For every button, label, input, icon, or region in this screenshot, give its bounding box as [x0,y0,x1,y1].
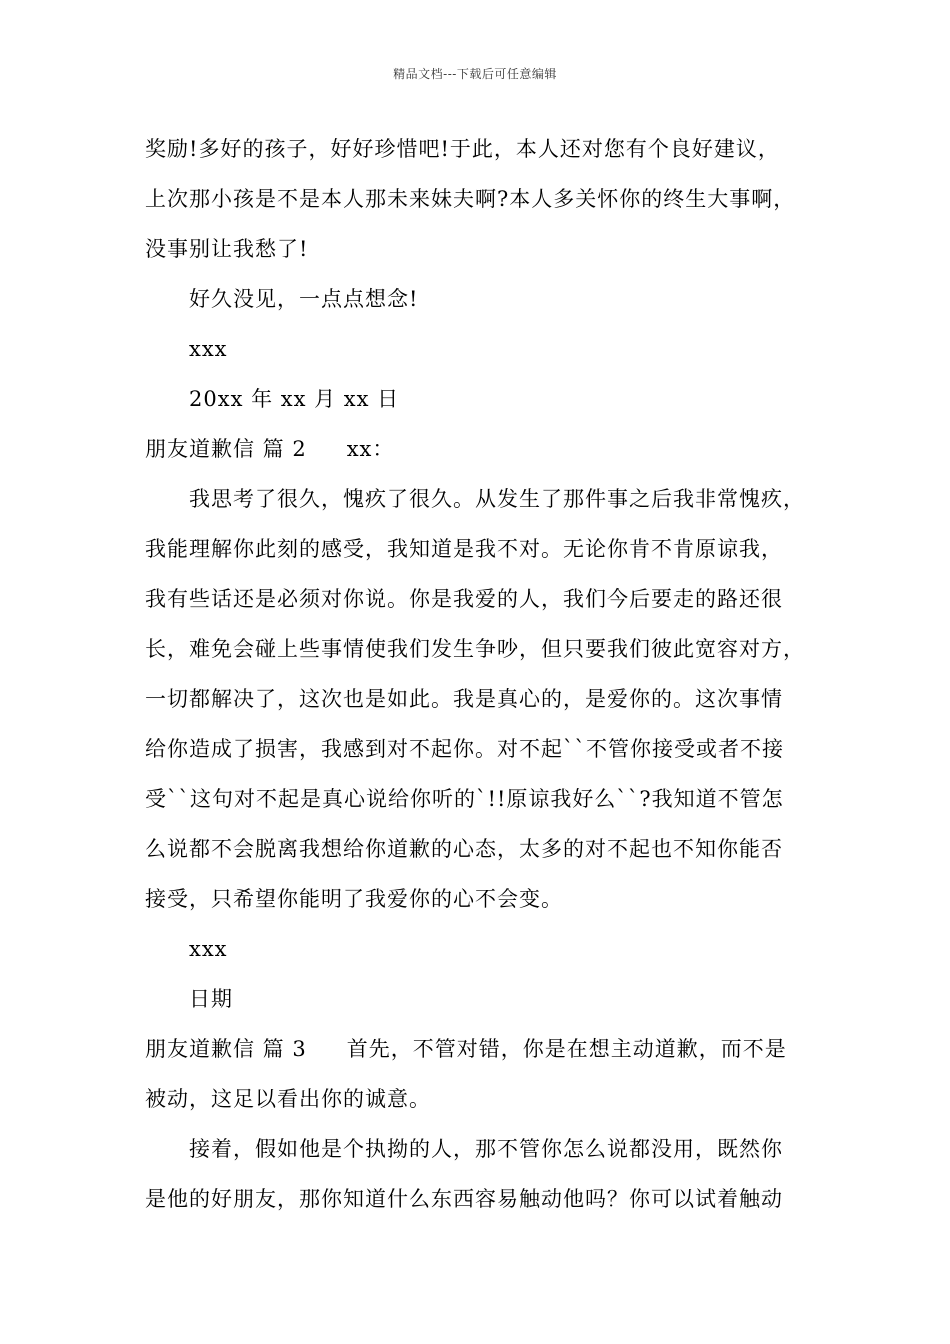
section-3-first-line: 首先，不管对错，你是在想主动道歉，而不是 [346,1037,787,1061]
body-line: 我思考了很久，愧疚了很久。从发生了那件事之后我非常愧疚， [189,487,805,511]
body-line: 我能理解你此刻的感受，我知道是我不对。无论你肯不肯原谅我， [145,537,783,561]
section-2-title: 朋友道歉信 篇 2 [145,437,307,461]
document-body [145,124,835,1224]
date-line: 日期 [189,987,233,1011]
body-line: 是他的好朋友，那你知道什么东西容易触动他吗？你可以试着触动 [145,1187,783,1211]
body-line: 么说都不会脱离我想给你道歉的心态，太多的对不起也不知你能否 [145,837,783,861]
body-line: 给你造成了损害，我感到对不起你。对不起``不管你接受或者不接 [145,737,784,761]
body-line: 一切都解决了，这次也是如此。我是真心的，是爱你的。这次事情 [145,687,783,711]
body-line: 被动，这足以看出你的诚意。 [145,1087,431,1111]
body-line: 长，难免会碰上些事情使我们发生争吵，但只要我们彼此宽容对方， [145,637,805,661]
signature: xxx [189,337,228,361]
body-line: 接受，只希望你能明了我爱你的心不会变。 [145,887,563,911]
section-3-title: 朋友道歉信 篇 3 [145,1037,307,1061]
body-line: 上次那小孩是不是本人那未来妹夫啊?本人多关怀你的终生大事啊， [145,187,796,211]
body-line: 受``这句对不起是真心说给你听的`!!原谅我好么``?我知道不管怎 [145,787,784,811]
body-line: 奖励!多好的孩子，好好珍惜吧!于此，本人还对您有个良好建议， [145,137,780,161]
section-2-heading-line [145,424,835,474]
body-line: 没事别让我愁了! [145,237,309,261]
body-line: 我有些话还是必须对你说。你是我爱的人，我们今后要走的路还很 [145,587,783,611]
signature: xxx [189,937,228,961]
date-line: 20xx 年 xx 月 xx 日 [189,387,400,411]
section-2-salutation: xx： [346,437,395,461]
closing-remark: 好久没见，一点点想念! [189,287,419,311]
page-header: 精品文档---下载后可任意编辑 [393,67,557,81]
body-line: 接着，假如他是个执拗的人，那不管你怎么说都没用，既然你 [189,1137,783,1161]
section-3-heading-line [145,1024,835,1074]
